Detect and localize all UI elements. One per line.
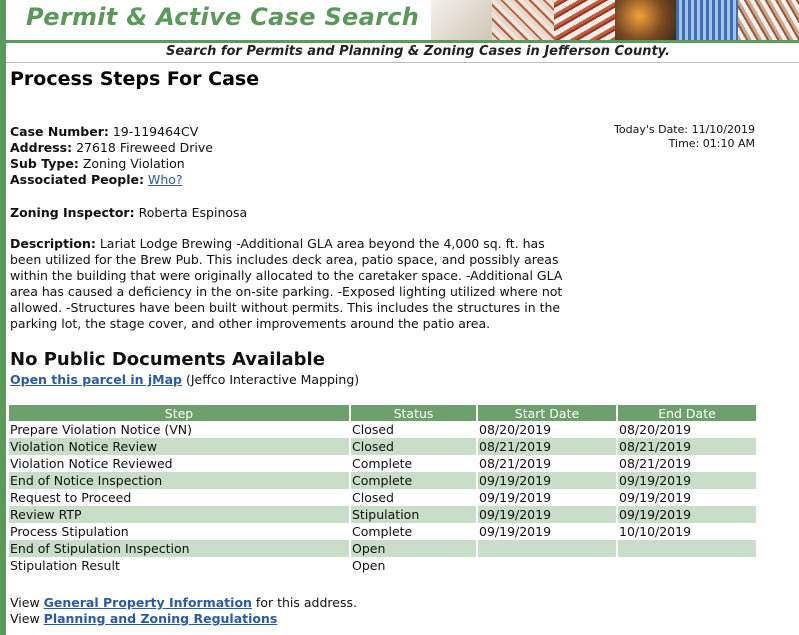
- open-jmap-link[interactable]: Open this parcel in jMap: [10, 372, 182, 387]
- banner-photo-people: [431, 0, 492, 40]
- cell-step: Violation Notice Reviewed: [9, 455, 350, 472]
- cell-end-date: 09/19/2019: [617, 472, 757, 489]
- jmap-row: [10, 372, 359, 387]
- zoning-inspector-value: Roberta Espinosa: [138, 205, 248, 220]
- table-header-row: [9, 405, 757, 421]
- left-accent-bar: [0, 0, 6, 635]
- cell-step: Prepare Violation Notice (VN): [9, 421, 350, 438]
- address-row: [10, 140, 213, 156]
- footer-regulations-row: [10, 611, 277, 626]
- case-description: [10, 236, 570, 332]
- table-row: [9, 540, 757, 557]
- case-info: [10, 124, 213, 188]
- header-start-date: Start Date: [477, 405, 617, 421]
- documents-heading: No Public Documents Available: [10, 349, 325, 370]
- table-row: [9, 421, 757, 438]
- banner-photo-tools: [492, 0, 553, 40]
- cell-status: Open: [350, 557, 477, 574]
- cell-start-date: 09/19/2019: [477, 489, 617, 506]
- cell-status: Complete: [350, 523, 477, 540]
- process-steps-table: [9, 405, 758, 574]
- cell-end-date: 09/19/2019: [617, 506, 757, 523]
- banner-tagline: Search for Permits and Planning & Zoning Cases in Jefferson County.: [166, 44, 670, 59]
- cell-status: Closed: [350, 421, 477, 438]
- todays-date: Today's Date: 11/10/2019: [614, 123, 755, 136]
- jmap-suffix: (Jeffco Interactive Mapping): [185, 372, 360, 387]
- cell-status: Complete: [350, 472, 477, 489]
- footer-property-info-row: [10, 595, 357, 610]
- banner-photo-frame: [738, 0, 799, 40]
- footer-view-text: View: [10, 611, 40, 626]
- header-step: Step: [9, 405, 350, 421]
- subtype-label: Sub Type:: [10, 156, 79, 171]
- banner-photo-worker: [615, 0, 676, 40]
- table-row: [9, 455, 757, 472]
- associated-people-row: [10, 172, 213, 188]
- cell-start-date: [477, 540, 617, 557]
- cell-status: Open: [350, 540, 477, 557]
- zoning-inspector-label: Zoning Inspector:: [10, 205, 135, 220]
- associated-people-label: Associated People:: [10, 172, 144, 187]
- cell-start-date: [477, 557, 617, 574]
- planning-zoning-regulations-link[interactable]: Planning and Zoning Regulations: [43, 611, 278, 626]
- cell-step: End of Notice Inspection: [9, 472, 350, 489]
- footer-suffix-text: for this address.: [255, 595, 357, 610]
- table-row: [9, 438, 757, 455]
- banner-divider: [6, 40, 799, 43]
- cell-step: Stipulation Result: [9, 557, 350, 574]
- address-value: 27618 Fireweed Drive: [76, 140, 213, 155]
- date-time-block: [614, 123, 755, 151]
- cell-start-date: 08/20/2019: [477, 421, 617, 438]
- site-banner: [6, 0, 799, 40]
- subtype-value: Zoning Violation: [82, 156, 185, 171]
- cell-step: End of Stipulation Inspection: [9, 540, 350, 557]
- general-property-info-link[interactable]: General Property Information: [43, 595, 252, 610]
- cell-end-date: 09/19/2019: [617, 489, 757, 506]
- cell-end-date: 08/20/2019: [617, 421, 757, 438]
- footer-view-text: View: [10, 595, 40, 610]
- cell-start-date: 09/19/2019: [477, 472, 617, 489]
- cell-end-date: [617, 557, 757, 574]
- description-label: Description:: [10, 236, 96, 251]
- cell-status: Complete: [350, 455, 477, 472]
- header-end-date: End Date: [617, 405, 757, 421]
- cell-end-date: 08/21/2019: [617, 455, 757, 472]
- cell-step: Review RTP: [9, 506, 350, 523]
- cell-status: Closed: [350, 489, 477, 506]
- cell-end-date: 10/10/2019: [617, 523, 757, 540]
- banner-photo-blueprint: [676, 0, 737, 40]
- cell-status: Closed: [350, 438, 477, 455]
- table-row: [9, 557, 757, 574]
- cell-step: Violation Notice Review: [9, 438, 350, 455]
- banner-title: Permit & Active Case Search: [26, 3, 420, 31]
- cell-start-date: 09/19/2019: [477, 523, 617, 540]
- subtype-row: [10, 156, 213, 172]
- header-status: Status: [350, 405, 477, 421]
- cell-start-date: 09/19/2019: [477, 506, 617, 523]
- cell-step: Request to Proceed: [9, 489, 350, 506]
- associated-people-link[interactable]: Who?: [147, 172, 183, 187]
- page-title: Process Steps For Case: [10, 68, 260, 90]
- cell-end-date: [617, 540, 757, 557]
- cell-end-date: 08/21/2019: [617, 438, 757, 455]
- table-row: [9, 506, 757, 523]
- banner-photo-roof: [554, 0, 615, 40]
- case-number-row: [10, 124, 213, 140]
- table-row: [9, 472, 757, 489]
- address-label: Address:: [10, 140, 73, 155]
- cell-start-date: 08/21/2019: [477, 455, 617, 472]
- table-row: [9, 489, 757, 506]
- banner-photo-collage: [431, 0, 799, 40]
- cell-start-date: 08/21/2019: [477, 438, 617, 455]
- description-text: Lariat Lodge Brewing -Additional GLA area beyond the 4,000 sq. ft. has been utilized for the Brew Pub. This includes deck area, patio space, and possibly areas within the building that were originally allocated to the caretaker space. -Additional GLA area has caused a deficiency in the on-site parking. -Exposed lighting utilized where not allowed. -Structures have been built without permits. This includes the structures in the parking lot, the stage cover, and other improvements around the patio area.: [10, 236, 563, 331]
- tagline-divider: [6, 62, 799, 63]
- zoning-inspector-row: [10, 205, 247, 221]
- current-time: Time: 01:10 AM: [668, 137, 755, 150]
- case-number-value: 19-119464CV: [112, 124, 199, 139]
- table-row: [9, 523, 757, 540]
- cell-status: Stipulation: [350, 506, 477, 523]
- cell-step: Process Stipulation: [9, 523, 350, 540]
- case-number-label: Case Number:: [10, 124, 109, 139]
